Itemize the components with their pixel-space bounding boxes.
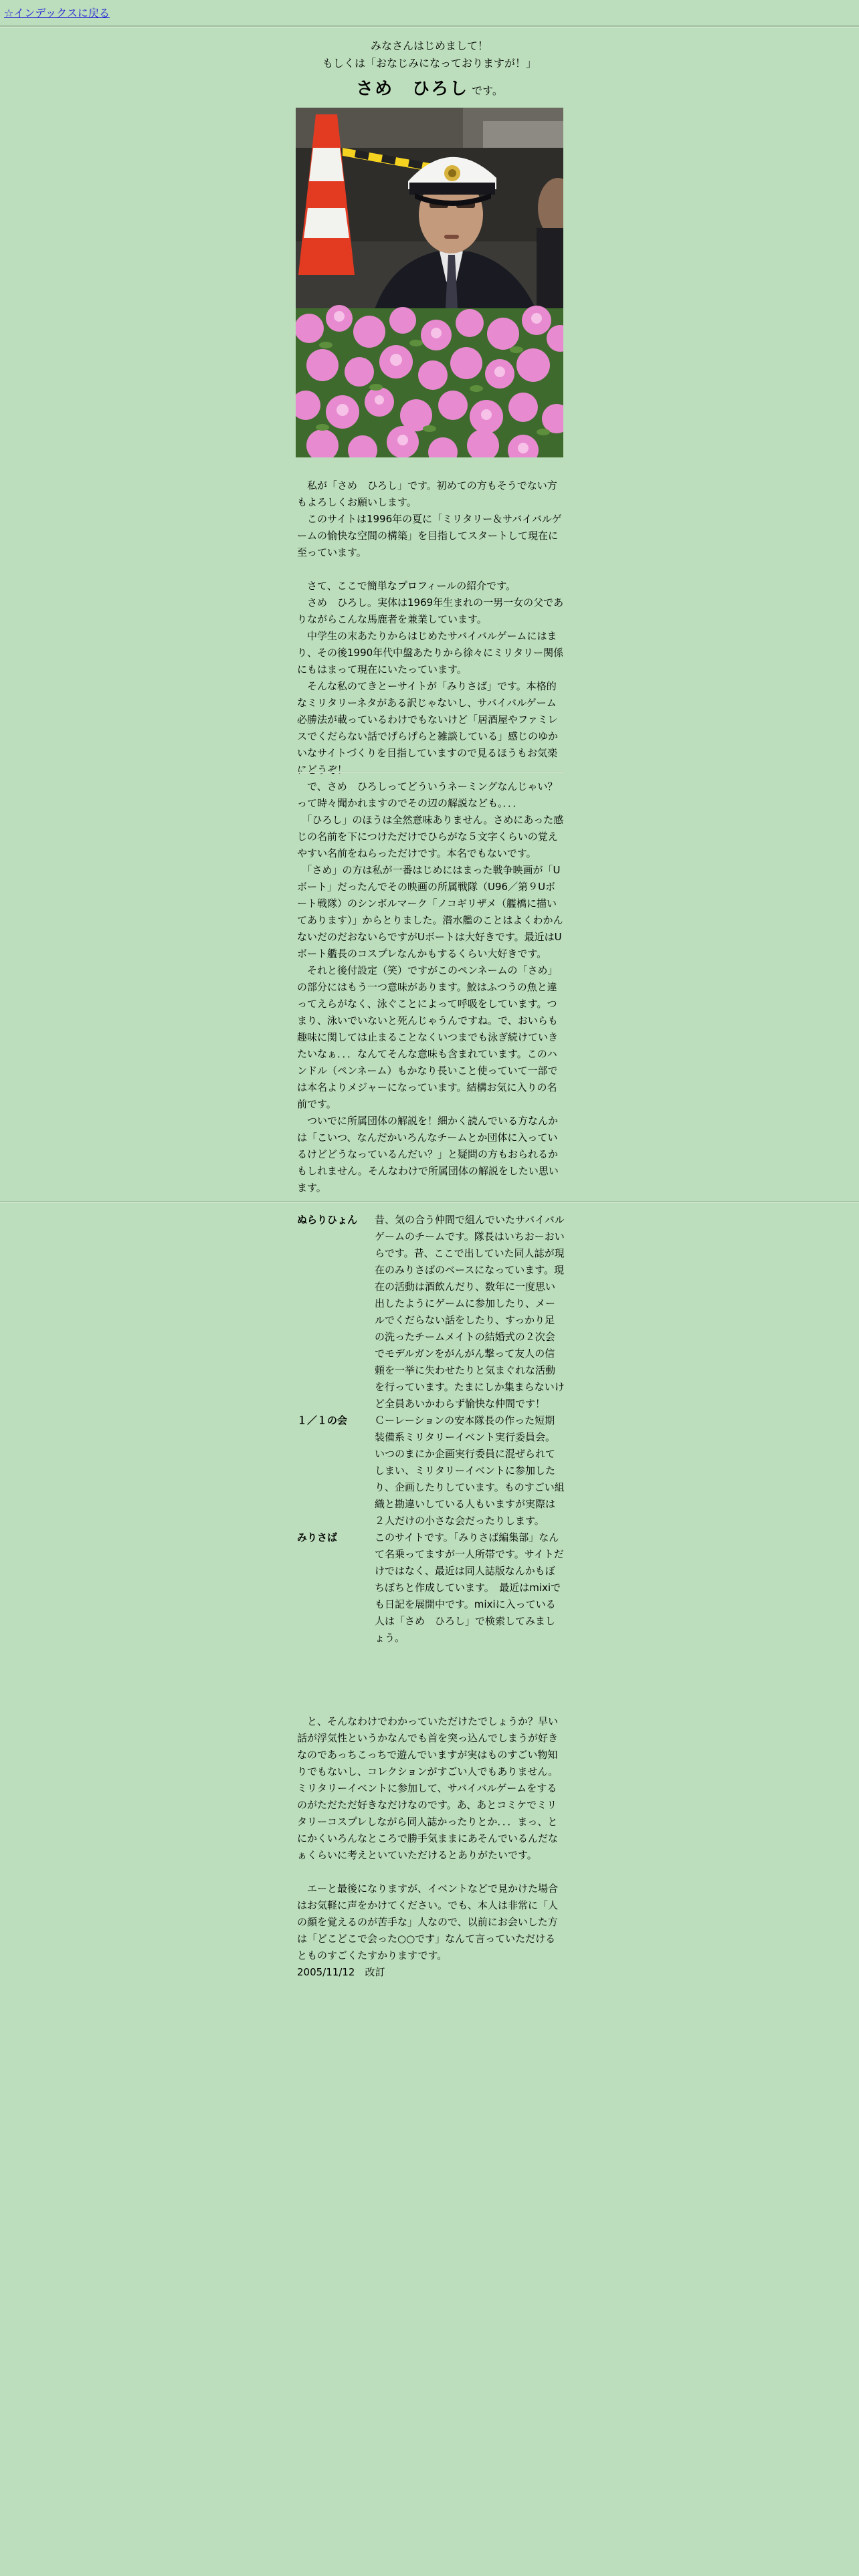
section-divider	[0, 1201, 859, 1202]
groups-intro-paragraph: ついでに所属団体の解説を！細かく読んでいる方なんかは「こいつ、なんだかいろんなチームとか団体に入っているけどどうなっているんだい？」と疑問の方もおられるかもしれません。そんなわけで所属団体の解説をしたい思います。	[297, 1115, 559, 1194]
name-origin-paragraph: 「さめ」の方は私が一番はじめにはまった戦争映画が「Uボート」だったんでその映画の所属戦隊（U96／第９Uボート戦隊）のシンボルマーク「ノコギリザメ（艦橋に描いてあります）」からとりました。潜水艦のことはよくわかんないだのだおないらですがUボートは大好きです。最近はUボート艦長のコスプレなんかもするくらい大好きです。	[297, 864, 563, 960]
group-name: ぬらりひょん	[297, 1214, 358, 1226]
intro-paragraph: さめ ひろし。実体は1969年生まれの一男一女の父でありながらこんな馬鹿者を兼業しています。	[297, 597, 564, 625]
intro-paragraph: 中学生の末あたりからはじめたサバイバルゲームにはまり、その後1990年代中盤あたりから徐々にミリタリー関係にもはまって現在にいたっています。	[297, 630, 564, 675]
intro-paragraph: さて、ここで簡単なプロフィールの紹介です。	[297, 580, 516, 592]
name-heading	[254, 76, 605, 102]
group-name: みりさば	[297, 1531, 338, 1543]
intro-paragraph: 私が「さめ ひろし」です。初めての方もそうでない方もよろしくお願いします。	[297, 479, 557, 508]
section-divider	[297, 772, 563, 773]
group-description: このサイトです。「みりさば編集部」なんて名乗ってますが一人所帯です。サイトだけではなく、最近は同人誌版なんかもぼちぼちと作成しています。 最近はmixiでも日記を展開中です。mixiに入っている人は「さめ ひろし」で検索してみましょう。	[375, 1531, 564, 1644]
group-description: 昔、気の合う仲間で組んでいたサバイバルゲームのチームです。隊長はいちおーおいらです。昔、ここで出していた同人誌が現在のみりさばのベースになっています。現在の活動は酒飲んだり、数年に一度思い出したようにゲームに参加したり、メールでくだらない話をしたり、すっかり足の洗ったチームメイトの結婚式の２次会でモデルガンをがんがん撃って友人の信頼を一挙に失わせたりと気まぐれな活動を行っています。たまにしか集まらないけど全員あいかわらず愉快な仲間です！	[375, 1214, 565, 1410]
name-suffix: です。	[468, 84, 503, 97]
profile-photo	[296, 108, 563, 457]
revision-date: 2005/11/12 改訂	[297, 1966, 385, 1978]
table-row	[296, 1529, 565, 1646]
group-name: １／１の会	[297, 1414, 348, 1426]
groups-intro	[297, 1113, 565, 1196]
greeting	[254, 37, 605, 72]
closing-paragraph: エーと最後になりますが、イベントなどで見かけた場合はお気軽に声をかけてください。でも、本人は非常に「人の顔を覚えるのが苦手な」人なので、以前にお会いした方は「どこどこで会った○○です」なんて言っていただけるとものすごくたすかりますです。	[297, 1883, 559, 1961]
intro-section	[297, 477, 565, 778]
closing-paragraph: と、そんなわけでわかっていただけたでしょうか？早い話が浮気性というかなんでも首を突っ込んでしまうが好きなのであっちこっちで遊んでいますが実はものすごい物知りでもないし、コレクションがすごい人でもありません。ミリタリーイベントに参加して、サバイバルゲームをするのがただただ好きなだけなのです。あ、あとコミケでミリタリーコスプレしながら同人誌かったりとか．．．まっ、とにかくいろんなところで勝手気ままにあそんでいるんだなぁくらいに考えといていただけるとありがたいです。	[297, 1715, 559, 1861]
groups-table	[296, 1212, 565, 1646]
group-description: Ｃーレーションの安本隊長の作った短期装備系ミリタリーイベント実行委員会。いつのまにか企画実行委員に混ぜられてしまい、ミリタリーイベントに参加したり、企画したりしています。ものすごい組織と勘違いしている人もいますが実際は２人だけの小さな会だったりします。	[375, 1414, 565, 1527]
intro-paragraph: このサイトは1996年の夏に「ミリタリー＆サバイバルゲームの愉快な空間の構築」を目指してスタートして現在に至っています。	[297, 513, 562, 558]
author-name: さめ ひろし	[356, 79, 469, 99]
top-divider	[0, 25, 859, 27]
index-link[interactable]: ☆インデックスに戻る	[4, 7, 110, 19]
table-row	[296, 1412, 565, 1529]
name-origin-paragraph: 「ひろし」のほうは全然意味ありません。さめにあった感じの名前を下につけただけでひらがな５文字くらいの覚えやすい名前をねらっただけです。本名でもないです。	[297, 814, 564, 859]
greeting-line-1: みなさんはじめまして！	[370, 39, 488, 52]
name-origin-section	[297, 778, 565, 1113]
name-origin-paragraph: それと後付設定（笑）ですがこのペンネームの「さめ」の部分にはもう一つ意味があります。鮫はふつうの魚と違ってえらがなく、泳ぐことによって呼吸をしています。つまり、泳いでいないと死んじゃうんですね。で、おいらも趣味に関しては止まることなくいつまでも泳ぎ続けていきたいなぁ．．．なんてそんな意味も含まれています。このハンドル（ペンネーム）もかなり長いこと使っていて一部では本名よりメジャーになっています。結構お気に入りの名前です。	[297, 964, 559, 1110]
table-row	[296, 1212, 565, 1412]
greeting-line-2: もしくは「おなじみになっておりますが！」	[322, 57, 537, 70]
name-origin-paragraph: で、さめ ひろしってどういうネーミングなんじゃい？って時々聞かれますのでその辺の解説なども。．．．	[297, 780, 558, 809]
closing-section	[297, 1713, 565, 1981]
intro-paragraph: そんな私のてきとーサイトが「みりさば」です。本格的なミリタリーネタがある訳じゃないし、サバイバルゲーム必勝法が載っているわけでもないけど「居酒屋やファミレスでくだらない話でげらげらと雑談している」感じのゆかいなサイトづくりを目指していますので見るほうもお気楽にどうぞ！	[297, 680, 559, 776]
intro-paragraph	[297, 561, 565, 578]
closing-paragraph	[297, 1864, 565, 1881]
